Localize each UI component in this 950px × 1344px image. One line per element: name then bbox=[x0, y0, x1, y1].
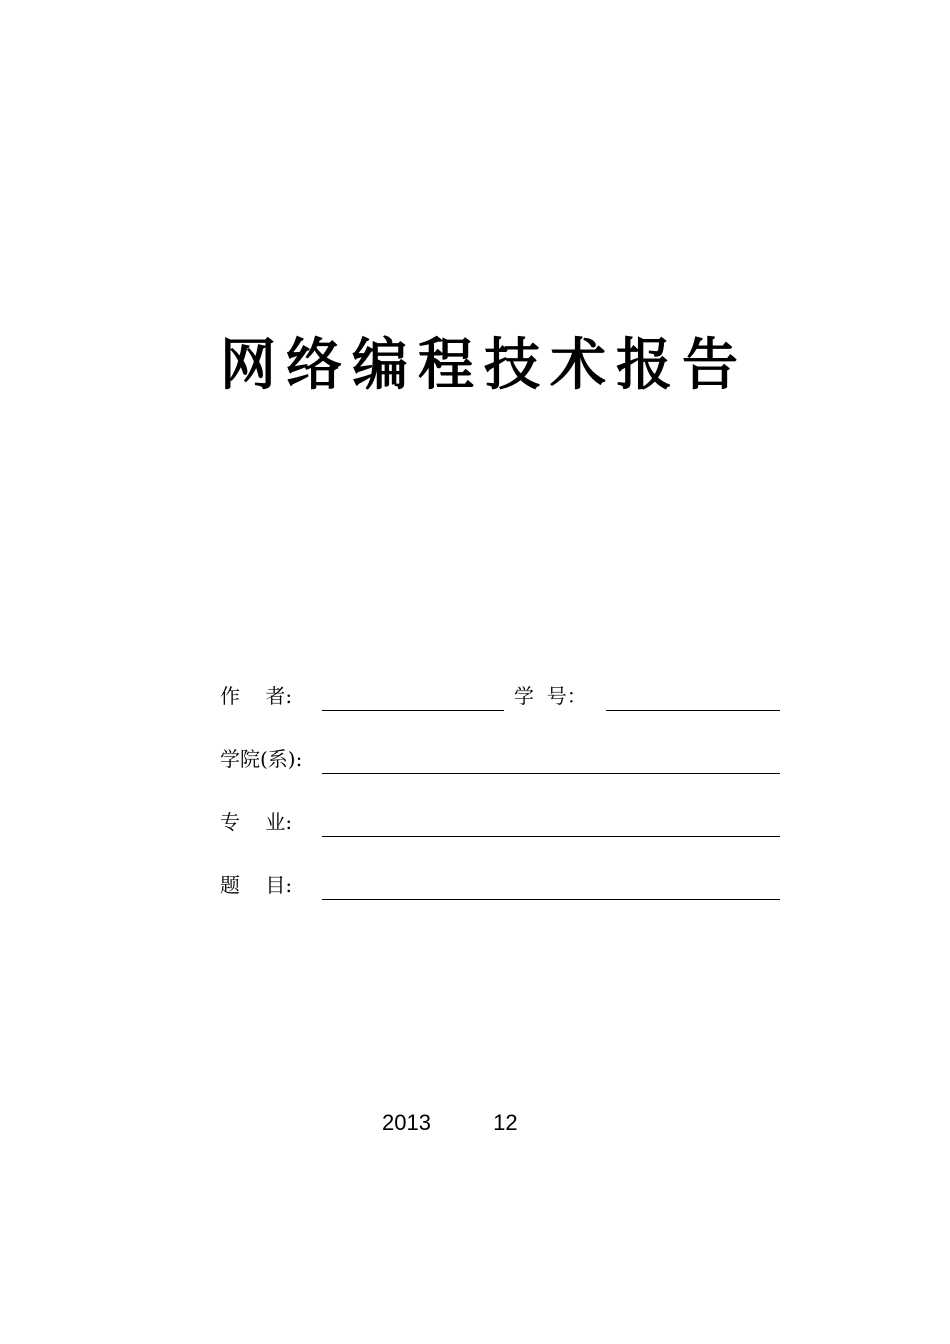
student-id-field[interactable] bbox=[606, 680, 780, 711]
college-row bbox=[220, 743, 780, 783]
topic-field[interactable] bbox=[322, 869, 780, 900]
date-month: 12 bbox=[493, 1110, 518, 1135]
author-field[interactable] bbox=[322, 680, 504, 711]
major-row bbox=[220, 806, 780, 846]
author-row bbox=[220, 680, 780, 720]
author-label: 作 者: bbox=[220, 684, 293, 708]
date-year: 2013 bbox=[382, 1110, 431, 1135]
topic-row bbox=[220, 869, 780, 909]
student-id-label: 学 号： bbox=[514, 684, 587, 708]
topic-label: 题 目: bbox=[220, 873, 293, 897]
report-date bbox=[382, 1110, 574, 1136]
college-field[interactable] bbox=[322, 743, 780, 774]
college-label: 学院(系): bbox=[220, 747, 303, 771]
major-label: 专 业: bbox=[220, 810, 293, 834]
major-field[interactable] bbox=[322, 806, 780, 837]
report-title: 网络编程技术报告 bbox=[220, 332, 748, 398]
